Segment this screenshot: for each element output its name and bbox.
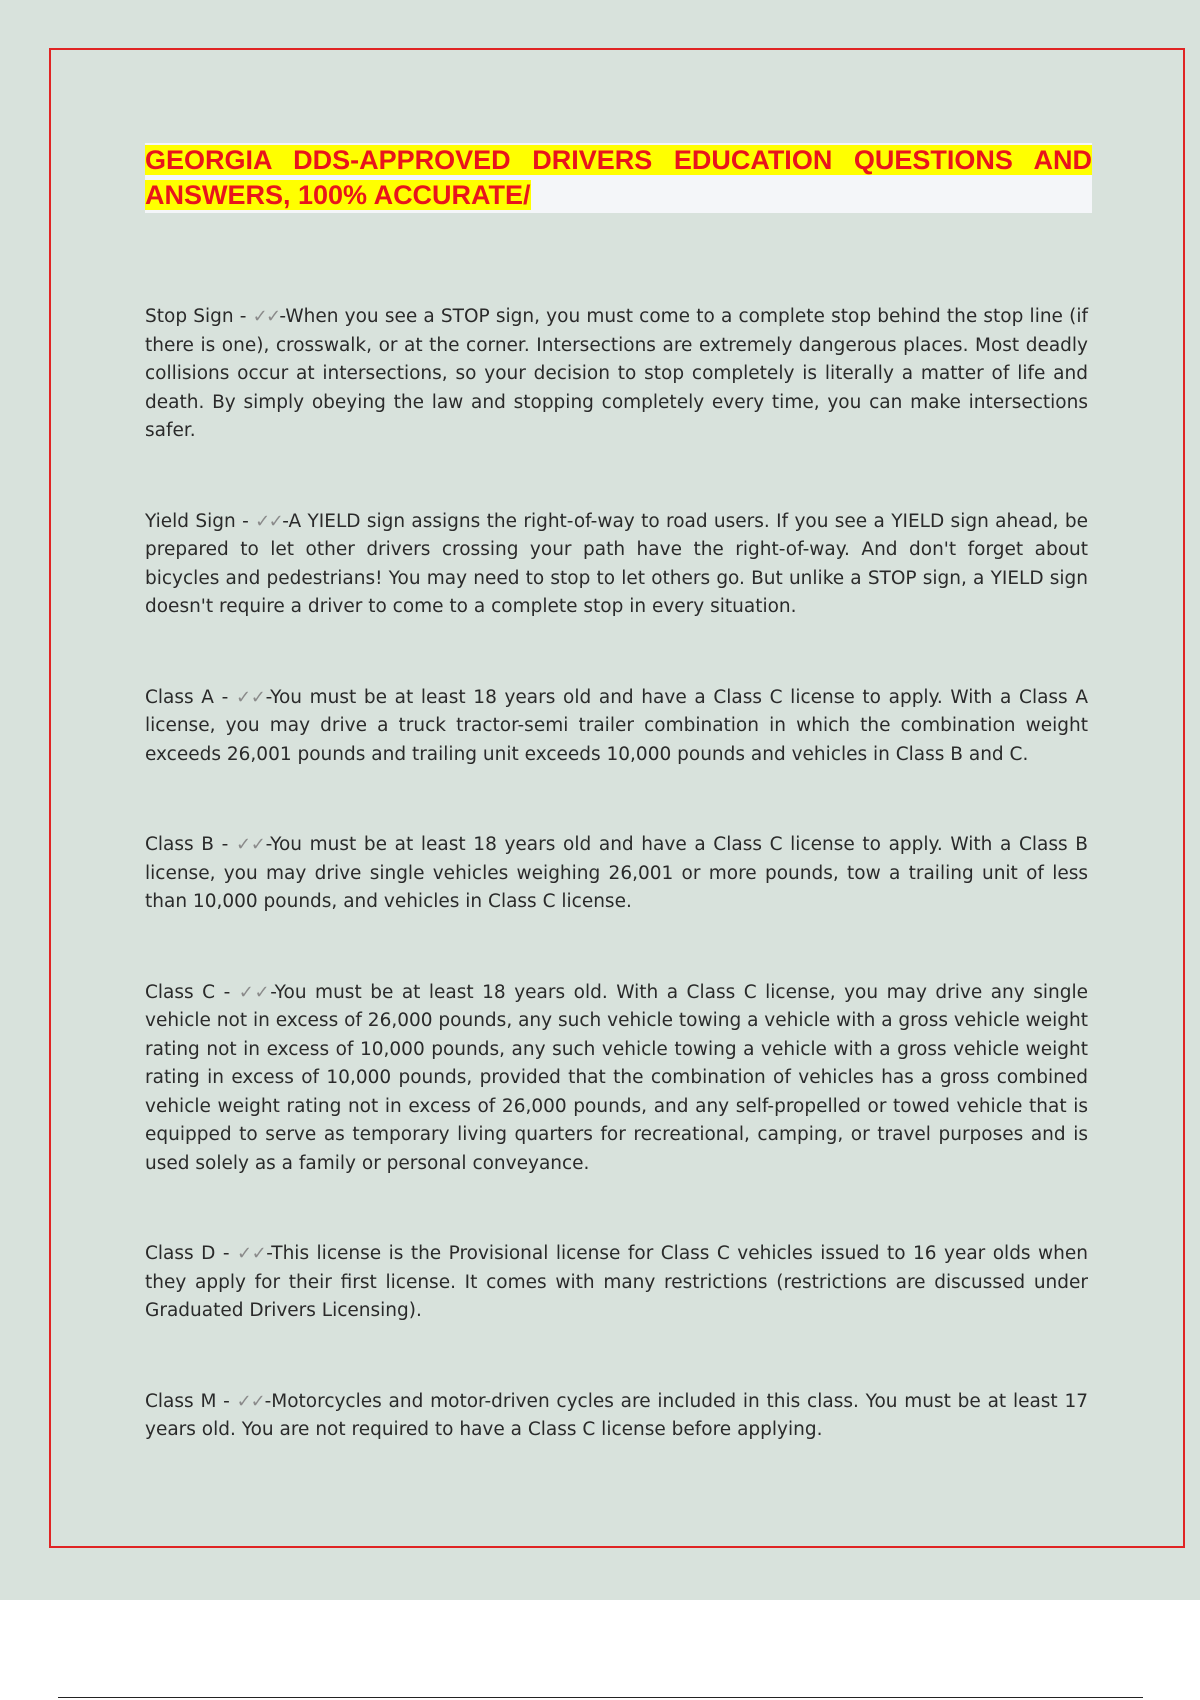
entry-definition: You must be at least 18 years old. With a Class C license, you may drive any single vehicle not in excess of 26,000 pounds, any such vehicle towing a vehicle with a gross vehicle weight rating not in excess of 10,000 pounds, any such vehicle towing a vehicle with a gross vehicle weight rating in excess of 10,000 pounds, provided that the combination of vehicles has a gross combined vehicle weight rating not in excess of 26,000 pounds, and any self-propelled or towed vehicle that is equipped to serve as temporary living quarters for recreational, camping, or travel purposes and is used solely as a family or personal conveyance.	[145, 981, 1088, 1174]
title-block	[145, 143, 1092, 213]
entries-list	[145, 303, 1088, 1507]
entry-class-m: Class M - ✓✓-Motorcycles and motor-driven cycles are included in this class. You must be at least 17 years old. You are not required to have a Class C license before applying.	[145, 1390, 1089, 1440]
double-check-icon: ✓✓	[235, 834, 266, 855]
entry-class-b: Class B - ✓✓-You must be at least 18 years old and have a Class C license to apply. With a Class B license, you may drive single vehicles weighing 26,001 or more pounds, tow a trailing unit of less than 10,000 pounds, and vehicles in Class C license.	[145, 834, 1088, 912]
double-check-icon: ✓✓	[235, 686, 266, 708]
entry-definition: This license is the Provisional license for Class C vehicles issued to 16 year olds when they apply for their first license. It comes with many restrictions (restrictions are discussed under Graduated Drivers Licensing).	[145, 1243, 1088, 1321]
double-check-icon: ✓✓	[252, 306, 280, 327]
double-check-icon: ✓✓	[255, 510, 283, 532]
document-title	[145, 143, 1092, 213]
document-title-text: GEORGIA DDS-APPROVED DRIVERS EDUCATION QUESTIONS AND ANSWERS, 100% ACCURATE/	[145, 145, 1092, 210]
entry-term: Class A	[145, 686, 214, 708]
double-check-icon: ✓✓	[238, 981, 271, 1003]
double-check-icon: ✓✓	[236, 1243, 267, 1264]
entry-definition: You must be at least 18 years old and have a Class C license to apply. With a Class A license, you may drive a truck tractor-semi trailer combination in which the combination weight exceeds 26,001 pounds and trailing unit exceeds 10,000 pounds and vehicles in Class B and C.	[145, 686, 1088, 765]
entry-definition: Motorcycles and motor-driven cycles are included in this class. You must be at least 17 years old. You are not required to have a Class C license before applying.	[145, 1390, 1089, 1440]
entry-definition: A YIELD sign assigns the right-of-way to road users. If you see a YIELD sign ahead, be prepared to let other drivers crossing your path have the right-of-way. And don't forget about bicycles and pedestrians! You may need to stop to let others go. But unlike a STOP sign, a YIELD sign doesn't require a driver to come to a complete stop in every situation.	[145, 510, 1089, 617]
entry-class-c: Class C - ✓✓-You must be at least 18 years old. With a Class C license, you may drive any single vehicle not in excess of 26,000 pounds, any such vehicle towing a vehicle with a gross vehicle weight rating not in excess of 10,000 pounds, any such vehicle towing a vehicle with a gross vehicle weight rating in excess of 10,000 pounds, provided that the combination of vehicles has a gross combined vehicle weight rating not in excess of 26,000 pounds, and any self-propelled or towed vehicle that is equipped to serve as temporary living quarters for recreational, camping, or travel purposes and is used solely as a family or personal conveyance.	[145, 981, 1088, 1174]
entry-class-a: Class A - ✓✓-You must be at least 18 years old and have a Class C license to apply. With a Class A license, you may drive a truck tractor-semi trailer combination in which the combination weight exceeds 26,001 pounds and trailing unit exceeds 10,000 pounds and vehicles in Class B and C.	[145, 686, 1088, 765]
footer-rule	[58, 1697, 1143, 1698]
entry-term: Class D	[145, 1243, 216, 1264]
entry-term: Class M	[145, 1390, 217, 1412]
entry-stop-sign: Stop Sign - ✓✓-When you see a STOP sign, you must come to a complete stop behind the stop line (if there is one), crosswalk, or at the corner. Intersections are extremely dangerous places. Most deadly collisions occur at intersections, so your decision to stop completely is literally a matter of life and death. By simply obeying the law and stopping completely every time, you can make intersections safer.	[145, 306, 1088, 441]
entry-yield-sign: Yield Sign - ✓✓-A YIELD sign assigns the right-of-way to road users. If you see a YIELD sign ahead, be prepared to let other drivers crossing your path have the right-of-way. And don't forget about bicycles and pedestrians! You may need to stop to let others go. But unlike a STOP sign, a YIELD sign doesn't require a driver to come to a complete stop in every situation.	[145, 510, 1089, 617]
entry-definition: When you see a STOP sign, you must come to a complete stop behind the stop line (if there is one), crosswalk, or at the corner. Intersections are extremely dangerous places. Most deadly collisions occur at intersections, so your decision to stop completely is literally a matter of life and death. By simply obeying the law and stopping completely every time, you can make intersections safer.	[145, 306, 1088, 441]
entry-term: Stop Sign	[145, 306, 234, 327]
entry-definition: You must be at least 18 years old and have a Class C license to apply. With a Class B license, you may drive single vehicles weighing 26,001 or more pounds, tow a trailing unit of less than 10,000 pounds, and vehicles in Class C license.	[145, 834, 1088, 912]
entry-term: Class C	[145, 981, 216, 1003]
entry-term: Yield Sign	[145, 510, 236, 532]
entry-class-d: Class D - ✓✓-This license is the Provisional license for Class C vehicles issued to 16 year olds when they apply for their first license. It comes with many restrictions (restrictions are discussed under Graduated Drivers Licensing).	[145, 1243, 1088, 1321]
double-check-icon: ✓✓	[236, 1390, 265, 1412]
entry-term: Class B	[145, 834, 214, 855]
